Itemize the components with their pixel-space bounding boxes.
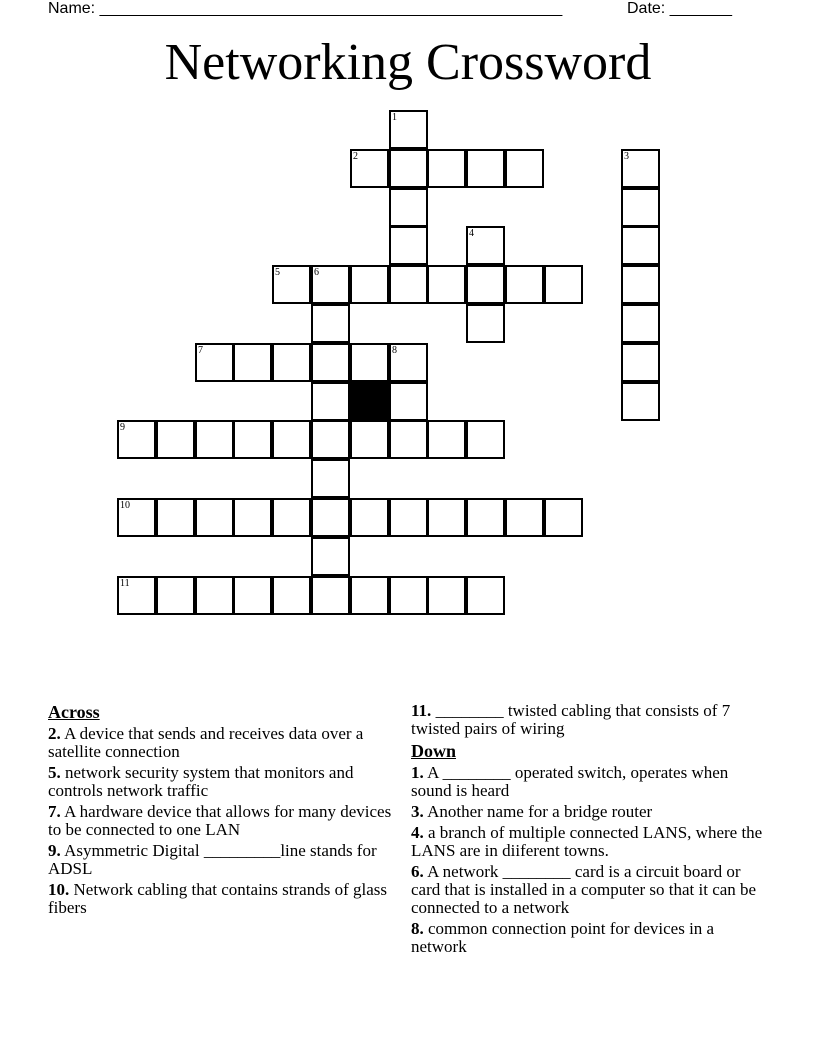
crossword-cell[interactable] bbox=[117, 576, 156, 615]
clue-text: network security system that monitors and controls network traffic bbox=[48, 763, 354, 800]
crossword-cell[interactable] bbox=[311, 343, 350, 382]
down-clue bbox=[411, 920, 771, 956]
clue-text: Network cabling that contains strands of glass fibers bbox=[48, 880, 387, 917]
crossword-cell[interactable] bbox=[233, 343, 272, 382]
crossword-cell[interactable] bbox=[389, 110, 428, 149]
crossword-cell[interactable] bbox=[466, 265, 505, 304]
crossword-cell[interactable] bbox=[466, 149, 505, 188]
clue-number: 9. bbox=[48, 841, 61, 860]
crossword-cell[interactable] bbox=[311, 537, 350, 576]
clue-text: ________ twisted cabling that consists of 7 twisted pairs of wiring bbox=[411, 701, 731, 738]
crossword-cell[interactable] bbox=[350, 498, 389, 537]
crossword-cell[interactable] bbox=[505, 498, 544, 537]
clue-number: 5. bbox=[48, 763, 61, 782]
clue-text: A network ________ card is a circuit board or card that is installed in a computer so that it can be connected to a network bbox=[411, 862, 757, 917]
clue-number: 1. bbox=[411, 763, 424, 782]
crossword-cell[interactable] bbox=[389, 382, 428, 421]
crossword-cell[interactable] bbox=[621, 304, 660, 343]
clues-right-column bbox=[411, 702, 771, 959]
crossword-cell[interactable] bbox=[156, 420, 195, 459]
clue-number-label: 1 bbox=[392, 112, 397, 123]
crossword-cell[interactable] bbox=[505, 265, 544, 304]
clue-text: common connection point for devices in a network bbox=[411, 919, 715, 956]
crossword-cell[interactable] bbox=[117, 498, 156, 537]
crossword-cell[interactable] bbox=[389, 498, 428, 537]
across-clue bbox=[48, 803, 393, 839]
clue-number: 6. bbox=[411, 862, 424, 881]
crossword-cell[interactable] bbox=[389, 343, 428, 382]
crossword-cell[interactable] bbox=[389, 265, 428, 304]
across-clue bbox=[48, 764, 393, 800]
crossword-cell[interactable] bbox=[272, 576, 311, 615]
clue-number: 3. bbox=[411, 802, 424, 821]
down-clue bbox=[411, 824, 771, 860]
clue-number-label: 2 bbox=[353, 151, 358, 162]
across-clue bbox=[48, 881, 393, 917]
crossword-cell[interactable] bbox=[233, 420, 272, 459]
crossword-cell[interactable] bbox=[272, 265, 311, 304]
clue-number-label: 10 bbox=[120, 500, 130, 511]
crossword-cell[interactable] bbox=[466, 576, 505, 615]
crossword-cell[interactable] bbox=[195, 498, 234, 537]
clue-number-label: 8 bbox=[392, 345, 397, 356]
across-clue bbox=[48, 842, 393, 878]
crossword-cell[interactable] bbox=[621, 382, 660, 421]
clue-number: 11. bbox=[411, 701, 432, 720]
clue-number-label: 6 bbox=[314, 267, 319, 278]
crossword-cell[interactable] bbox=[195, 576, 234, 615]
name-field[interactable]: Name: ____________________________________________________ bbox=[48, 0, 563, 17]
crossword-cell[interactable] bbox=[156, 576, 195, 615]
clue-text: Another name for a bridge router bbox=[427, 802, 653, 821]
crossword-cell[interactable] bbox=[195, 420, 234, 459]
crossword-cell[interactable] bbox=[621, 188, 660, 227]
crossword-cell[interactable] bbox=[389, 188, 428, 227]
across-clue bbox=[48, 725, 393, 761]
clue-number: 7. bbox=[48, 802, 61, 821]
clue-text: Asymmetric Digital _________line stands for ADSL bbox=[48, 841, 377, 878]
crossword-cell[interactable] bbox=[311, 498, 350, 537]
crossword-cell[interactable] bbox=[389, 420, 428, 459]
crossword-cell[interactable] bbox=[272, 498, 311, 537]
crossword-cell[interactable] bbox=[621, 343, 660, 382]
page-title: Networking Crossword bbox=[164, 34, 652, 91]
crossword-cell[interactable] bbox=[233, 498, 272, 537]
down-clue bbox=[411, 764, 771, 800]
clue-number: 10. bbox=[48, 880, 70, 899]
crossword-cell[interactable] bbox=[311, 576, 350, 615]
crossword-cell[interactable] bbox=[311, 265, 350, 304]
date-field[interactable]: Date: _______ bbox=[627, 0, 732, 17]
crossword-cell[interactable] bbox=[621, 265, 660, 304]
clue-number-label: 4 bbox=[469, 228, 474, 239]
crossword-cell[interactable] bbox=[350, 420, 389, 459]
crossword-cell[interactable] bbox=[117, 420, 156, 459]
clue-text: A ________ operated switch, operates when sound is heard bbox=[411, 763, 729, 800]
crossword-cell[interactable] bbox=[195, 343, 234, 382]
black-cell bbox=[350, 382, 389, 421]
across-clue bbox=[411, 702, 771, 738]
crossword-cell[interactable] bbox=[311, 382, 350, 421]
crossword-cell[interactable] bbox=[621, 149, 660, 188]
clue-text: A device that sends and receives data over a satellite connection bbox=[48, 724, 364, 761]
clue-text: a branch of multiple connected LANS, where the LANS are in diiferent towns. bbox=[411, 823, 763, 860]
clue-number-label: 9 bbox=[120, 422, 125, 433]
crossword-cell[interactable] bbox=[544, 498, 583, 537]
crossword-cell[interactable] bbox=[544, 265, 583, 304]
clue-number-label: 5 bbox=[275, 267, 280, 278]
crossword-cell[interactable] bbox=[621, 226, 660, 265]
crossword-cell[interactable] bbox=[389, 226, 428, 265]
down-clue bbox=[411, 863, 771, 917]
clue-number-label: 7 bbox=[198, 345, 203, 356]
crossword-cell[interactable] bbox=[311, 459, 350, 498]
crossword-cell[interactable] bbox=[427, 149, 466, 188]
crossword-cell[interactable] bbox=[466, 304, 505, 343]
crossword-cell[interactable] bbox=[427, 498, 466, 537]
crossword-cell[interactable] bbox=[272, 420, 311, 459]
down-clue bbox=[411, 803, 771, 821]
clue-text: A hardware device that allows for many devices to be connected to one LAN bbox=[48, 802, 392, 839]
crossword-cell[interactable] bbox=[311, 304, 350, 343]
crossword-cell[interactable] bbox=[427, 576, 466, 615]
across-heading: Across bbox=[48, 702, 100, 722]
crossword-cell[interactable] bbox=[466, 498, 505, 537]
crossword-cell[interactable] bbox=[350, 149, 389, 188]
crossword-cell[interactable] bbox=[156, 498, 195, 537]
clue-number: 2. bbox=[48, 724, 61, 743]
clue-number: 8. bbox=[411, 919, 424, 938]
crossword-cell[interactable] bbox=[427, 265, 466, 304]
crossword-cell[interactable] bbox=[466, 226, 505, 265]
crossword-cell[interactable] bbox=[272, 343, 311, 382]
crossword-cell[interactable] bbox=[505, 149, 544, 188]
down-heading: Down bbox=[411, 741, 457, 761]
clue-number-label: 11 bbox=[120, 578, 130, 589]
crossword-cell[interactable] bbox=[466, 420, 505, 459]
crossword-cell[interactable] bbox=[233, 576, 272, 615]
crossword-cell[interactable] bbox=[389, 149, 428, 188]
clue-number: 4. bbox=[411, 823, 424, 842]
crossword-cell[interactable] bbox=[389, 576, 428, 615]
clues-left-column bbox=[48, 702, 393, 920]
crossword-cell[interactable] bbox=[311, 420, 350, 459]
crossword-cell[interactable] bbox=[350, 576, 389, 615]
crossword-cell[interactable] bbox=[350, 265, 389, 304]
clue-number-label: 3 bbox=[624, 151, 629, 162]
crossword-cell[interactable] bbox=[350, 343, 389, 382]
crossword-cell[interactable] bbox=[427, 420, 466, 459]
